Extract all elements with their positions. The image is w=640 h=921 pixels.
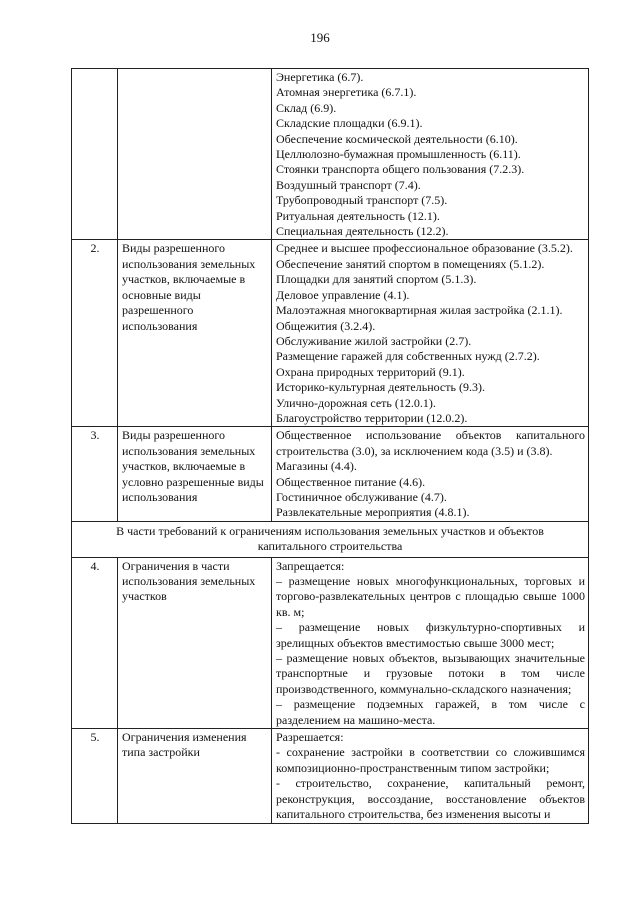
content-item: Ритуальная деятельность (12.1). (276, 208, 440, 223)
content-item: Охрана природных территорий (9.1). (276, 364, 465, 379)
table-row (72, 427, 589, 521)
content-item: Размещение гаражей для собственных нужд (2.7.2). (276, 349, 540, 364)
content-item: Запрещается: (276, 558, 345, 573)
section-header: В части требований к ограничениям использования земельных участков и объектов капитального строительства (72, 521, 589, 557)
row-content (272, 729, 589, 823)
content-item: Общественное использование объектов капитального строительства (3.0), за исключением кода (3.5) и (3.8). (276, 428, 585, 458)
row-number: 5. (72, 729, 118, 823)
row-number: 3. (72, 427, 118, 521)
content-item: Разрешается: (276, 730, 344, 745)
content-item: Историко-культурная деятельность (9.3). (276, 380, 485, 395)
content-item: Развлекательные мероприятия (4.8.1). (276, 505, 470, 520)
content-item: Стоянки транспорта общего пользования (7.2.3). (276, 162, 525, 177)
section-row (72, 521, 589, 557)
row-name (118, 69, 272, 240)
content-item: Гостиничное обслуживание (4.7). (276, 489, 447, 504)
content-item: Обслуживание жилой застройки (2.7). (276, 333, 472, 348)
content-item: Малоэтажная многоквартирная жилая застройка (2.1.1). (276, 303, 563, 318)
content-item: – размещение новых объектов, вызывающих значительные транспортные и грузовые потоки в том числе производственного, коммунально-складского назначения; (276, 651, 585, 696)
content-item: - сохранение застройки в соответствии со сложившимся композиционно-пространственным типом застройки; (276, 745, 585, 775)
content-item: Деловое управление (4.1). (276, 287, 410, 302)
row-name: Виды разрешенного использования земельных участков, включаемые в условно разрешенные виды использования (118, 427, 272, 521)
content-item: – размещение новых физкультурно-спортивных и зрелищных объектов вместимостью свыше 3000 мест; (276, 620, 585, 650)
content-item: – размещение подземных гаражей, в том числе с разделением на машино-места. (276, 697, 585, 727)
content-item: Воздушный транспорт (7.4). (276, 177, 421, 192)
table-row (72, 729, 589, 823)
row-number (72, 69, 118, 240)
content-item: Обеспечение занятий спортом в помещениях (5.1.2). (276, 256, 545, 271)
regulations-table (71, 68, 589, 824)
content-item: - строительство, сохранение, капитальный ремонт, реконструкция, воссоздание, восстановление объектов капитального строительства, без изменения высоты и (276, 776, 585, 822)
row-content (272, 557, 589, 728)
content-item: – размещение новых многофункциональных, торговых и торгово-развлекательных центров с площадью свыше 1000 кв. м; (276, 574, 585, 619)
row-name: Виды разрешенного использования земельных участков, включаемые в основные виды разрешенного использования (118, 240, 272, 427)
row-content (272, 427, 589, 521)
content-item: Общественное питание (4.6). (276, 474, 426, 489)
content-item: Специальная деятельность (12.2). (276, 224, 449, 239)
page-number: 196 (310, 30, 330, 45)
content-item: Магазины (4.4). (276, 459, 357, 474)
row-content (272, 69, 589, 240)
content-item: Площадки для занятий спортом (5.1.3). (276, 272, 477, 287)
content-item: Складские площадки (6.9.1). (276, 116, 423, 131)
table-row (72, 69, 589, 240)
row-number: 2. (72, 240, 118, 427)
content-item: Улично-дорожная сеть (12.0.1). (276, 395, 436, 410)
content-item: Целлюлозно-бумажная промышленность (6.11). (276, 147, 521, 162)
row-number: 4. (72, 557, 118, 728)
content-item: Трубопроводный транспорт (7.5). (276, 193, 448, 208)
content-item: Энергетика (6.7). (276, 70, 364, 84)
row-name: Ограничения изменения типа застройки (118, 729, 272, 823)
table-row (72, 557, 589, 728)
content-item: Атомная энергетика (6.7.1). (276, 85, 417, 100)
content-item: Среднее и высшее профессиональное образование (3.5.2). (276, 241, 573, 256)
content-item: Обеспечение космической деятельности (6.10). (276, 131, 518, 146)
table-row (72, 240, 589, 427)
content-item: Склад (6.9). (276, 100, 337, 115)
content-item: Благоустройство территории (12.0.2). (276, 410, 468, 425)
content-item: Общежития (3.2.4). (276, 318, 376, 333)
row-name: Ограничения в части использования земельных участков (118, 557, 272, 728)
row-content (272, 240, 589, 427)
